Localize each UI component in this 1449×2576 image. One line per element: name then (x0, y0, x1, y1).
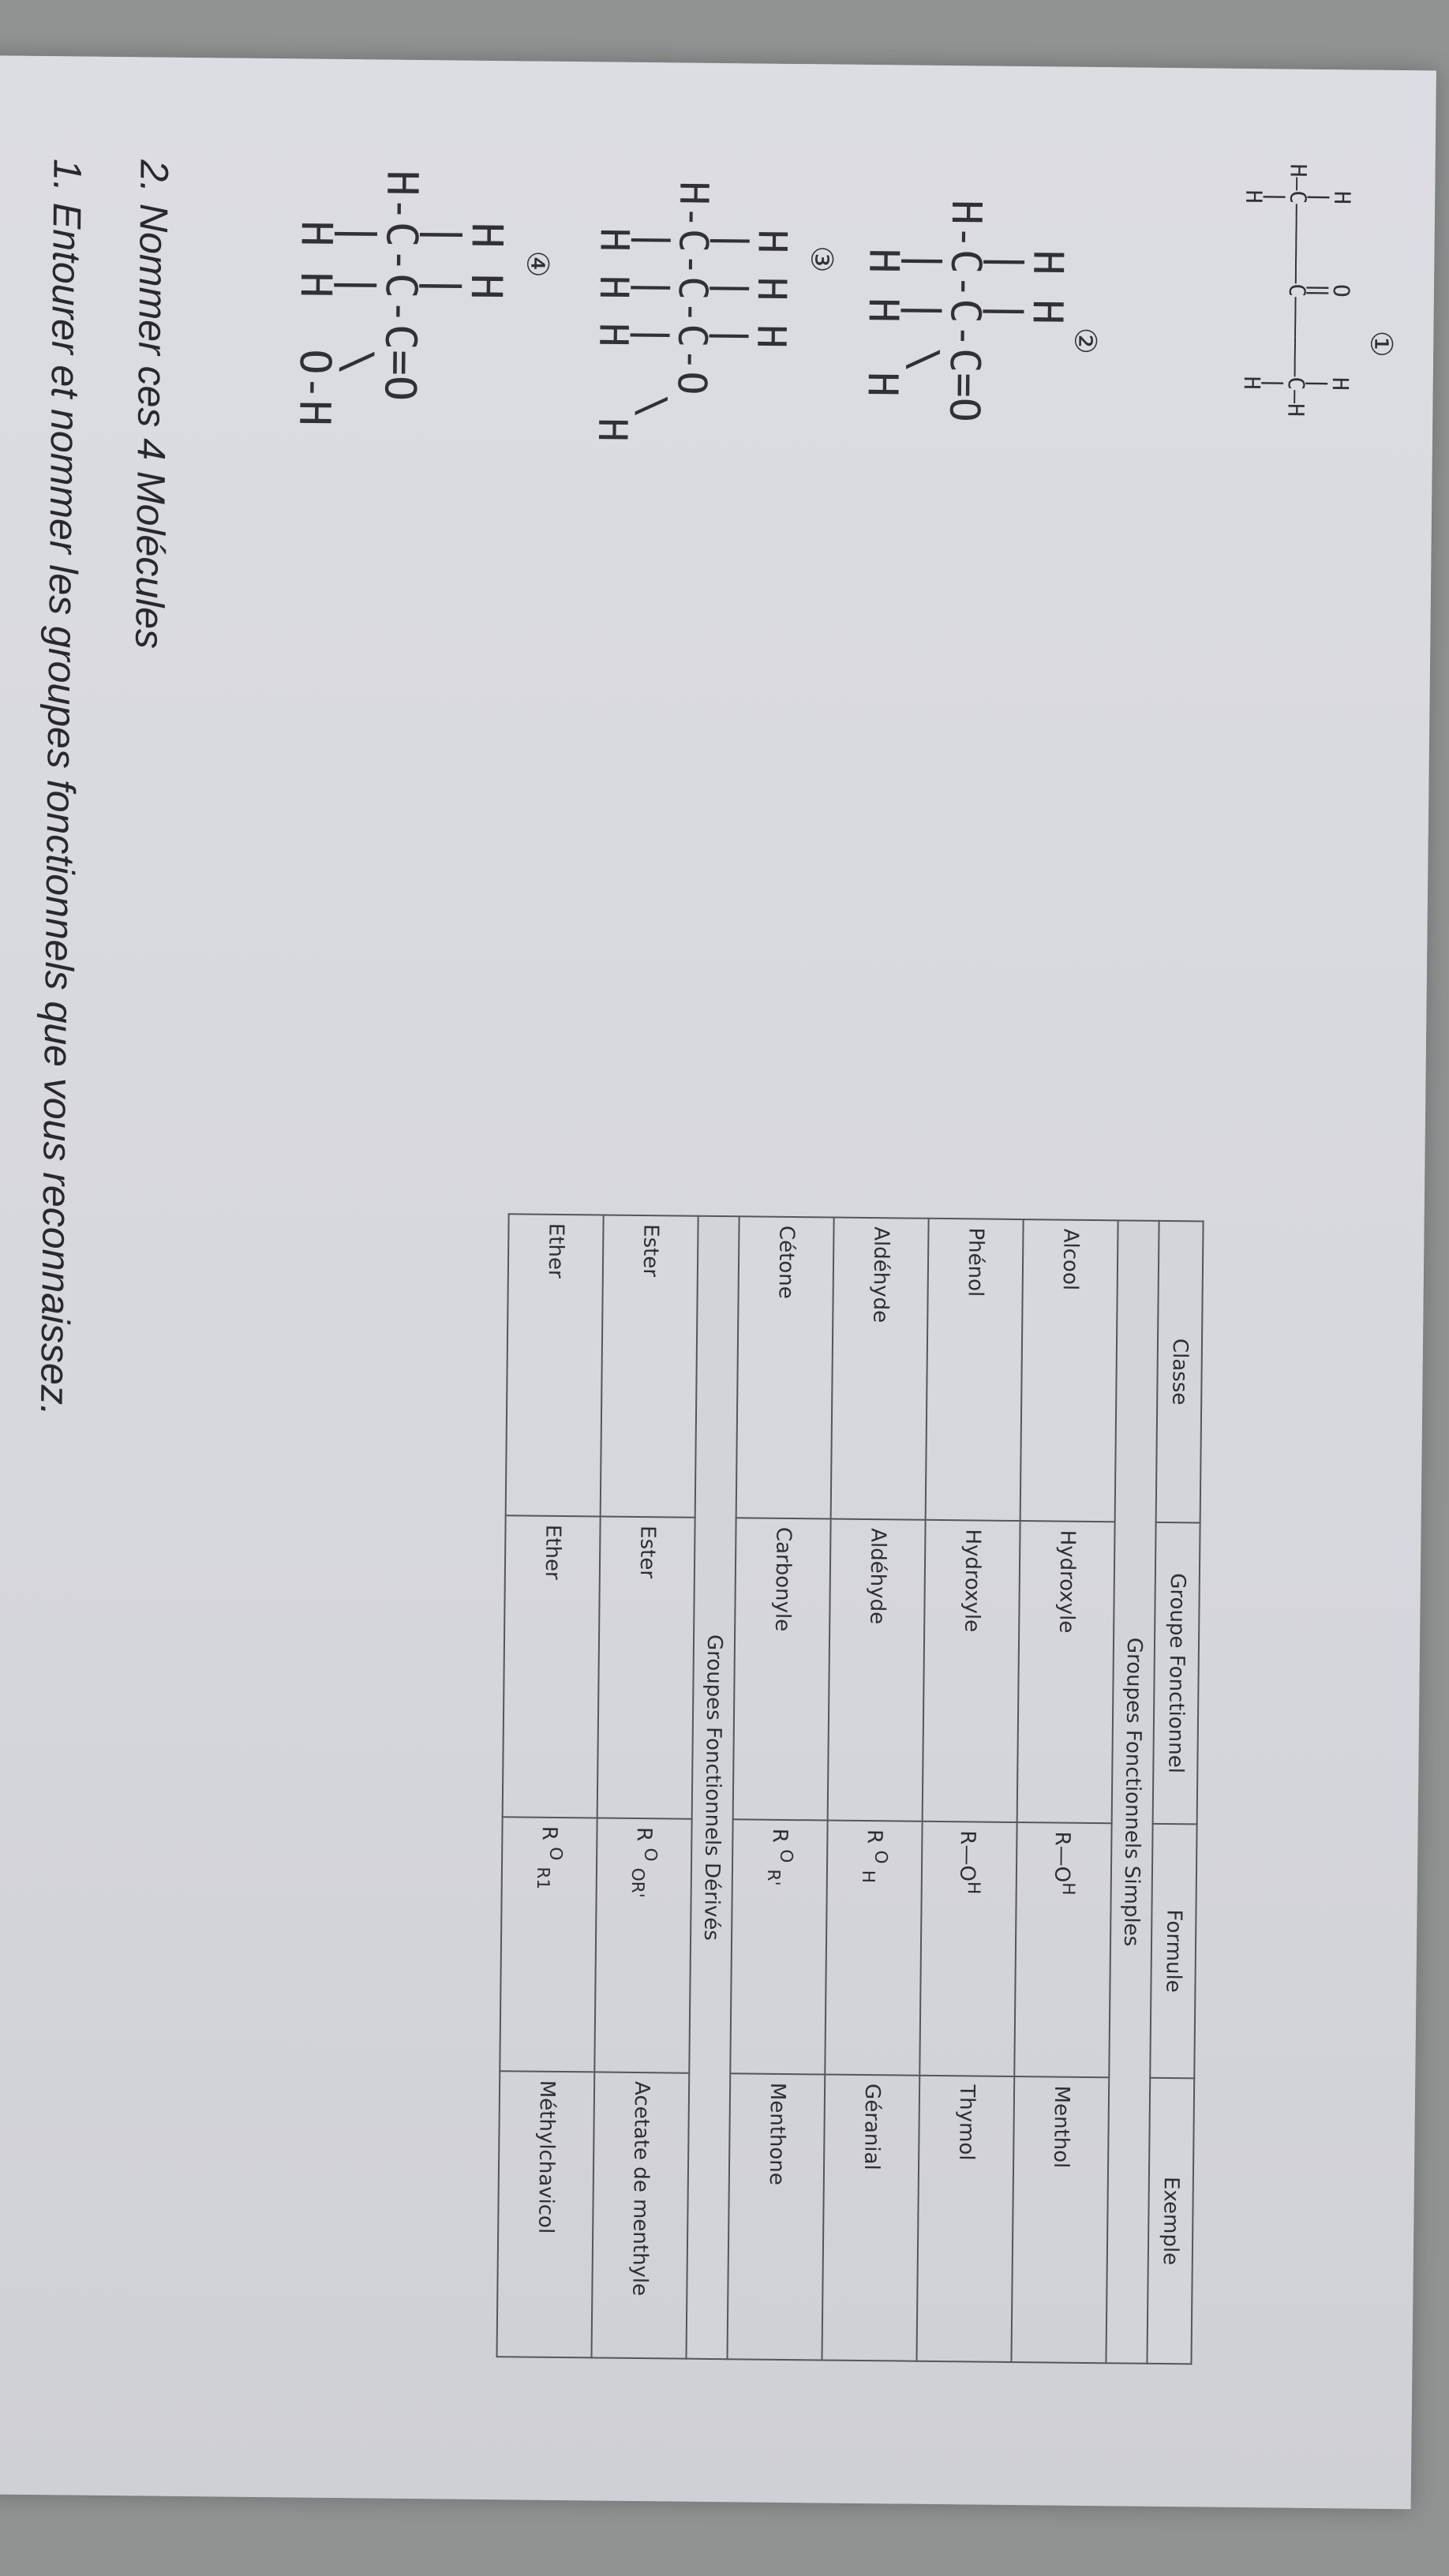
formula-o: O (871, 1850, 891, 1864)
formula-main: R (537, 1825, 562, 1841)
cell-exemple: Thymol (916, 2076, 1014, 2362)
cell-groupe: Carbonyle (733, 1518, 831, 1820)
molecule-1-row: | | (1260, 163, 1290, 417)
cell-exemple: Méthylchavicol (496, 2071, 594, 2357)
formula-main: R—O (955, 1830, 979, 1882)
section-simple-label: Groupes Fonctionnels Simples (1106, 1220, 1159, 2363)
cell-classe: Alcool (1020, 1219, 1118, 1522)
table-row (496, 1214, 603, 2357)
instruction-2: 1. Entourer et nommer les groupes fonctionnels que vous reconnaissez. (32, 159, 90, 1417)
molecule-4-row: | | \ (331, 169, 385, 504)
formula-main: R (863, 1829, 887, 1844)
cell-classe: Phénol (926, 1219, 1024, 1521)
molecule-4-row: | | (417, 170, 470, 505)
header-formule: Formule (1150, 1824, 1196, 2079)
molecule-4-number: ④ (520, 250, 556, 278)
formula-r: R' (763, 1869, 784, 1886)
molecule-2-row: | | (980, 200, 1032, 473)
table-row (916, 1219, 1023, 2362)
molecule-1-row: H H (1238, 163, 1267, 417)
molecule-3-row: H H H H (589, 180, 638, 490)
cell-classe: Ether (506, 1214, 604, 1516)
cell-groupe: Hydroxyle (1017, 1521, 1115, 1823)
formula-r1: R1 (533, 1866, 553, 1890)
cell-exemple: Acetate de menthyle (591, 2072, 689, 2358)
cell-exemple: Géranial (822, 2075, 919, 2361)
formula-h: H (858, 1870, 878, 1884)
molecule-3-row: | | | (707, 181, 757, 491)
cell-groupe: Ether (503, 1515, 601, 1818)
molecule-2-row: H H (1021, 200, 1073, 474)
cell-classe: Aldéhyde (831, 1218, 929, 1520)
header-groupe: Groupe Fonctionnel (1153, 1522, 1200, 1825)
formula-main: R (768, 1828, 792, 1844)
header-exemple: Exemple (1147, 2078, 1194, 2364)
table-row (1011, 1219, 1118, 2363)
cell-exemple: Menthone (727, 2073, 825, 2360)
molecule-3-row: | | | \ (628, 180, 678, 490)
molecule-4-row: H-C-C-C=O (374, 170, 428, 504)
formula-o: O (545, 1847, 566, 1861)
worksheet-content (0, 55, 1417, 2576)
formula (955, 1830, 984, 1894)
cell-formule (825, 1821, 922, 2076)
formula-h: H (1058, 1882, 1078, 1896)
molecule-2-row: H-C-C-C=O (939, 199, 990, 472)
molecule-1-row: H—C——————C——————C—H (1282, 163, 1312, 417)
molecule-1-number: ① (1364, 330, 1399, 358)
molecule-2-structure (857, 198, 1073, 474)
cell-formule (500, 1817, 597, 2072)
molecule-3-structure (589, 180, 796, 492)
molecule-1-row: H O H (1327, 164, 1356, 417)
cell-classe: Cétone (736, 1216, 834, 1518)
cell-formule (1014, 1822, 1111, 2077)
cell-formule (594, 1818, 691, 2072)
formula (627, 1827, 661, 1898)
cell-exemple: Menthol (1011, 2076, 1109, 2363)
cell-groupe: Hydroxyle (923, 1520, 1020, 1822)
worksheet-paper (0, 55, 1436, 2509)
molecule-2-number: ② (1068, 327, 1103, 355)
molecule-3-number: ③ (804, 245, 840, 273)
table-row (822, 1218, 928, 2361)
formula (763, 1829, 796, 1886)
functional-groups-table (496, 1213, 1204, 2364)
formula-h: H (963, 1881, 983, 1895)
instruction-1: 2. Nommer ces 4 Molécules (127, 159, 177, 650)
molecule-2-row: H H H (857, 198, 908, 471)
molecule-3-row: H H H (747, 182, 796, 492)
formula (1050, 1831, 1079, 1895)
formula-main: R—O (1050, 1831, 1074, 1883)
cell-classe: Ester (601, 1215, 698, 1518)
molecule-1-row: | ‖ | (1305, 163, 1334, 417)
header-classe: Classe (1156, 1221, 1204, 1523)
molecule-4-structure (289, 169, 513, 505)
formula (533, 1826, 566, 1890)
molecule-4-row: H H O-H (289, 169, 343, 504)
cell-groupe: Aldéhyde (828, 1519, 926, 1822)
formula-o: O (640, 1848, 661, 1862)
formula-main: R (632, 1826, 657, 1842)
molecule-3-row: H-C-C-C-O (668, 181, 717, 491)
section-derived-label: Groupes Fonctionnels Dérivés (686, 1216, 739, 2359)
cell-formule (730, 1819, 827, 2074)
instructions (0, 158, 178, 1417)
formula-o: O (776, 1849, 796, 1863)
molecule-2-row: | | \ (898, 199, 949, 472)
table-row (727, 1216, 833, 2360)
formula-or: OR' (627, 1867, 648, 1898)
formula (858, 1829, 891, 1883)
table-row (591, 1215, 698, 2359)
molecule-1-structure (1238, 163, 1356, 417)
cell-groupe: Ester (597, 1516, 695, 1818)
cell-formule (919, 1822, 1017, 2076)
molecule-4-row: H H (459, 170, 513, 505)
